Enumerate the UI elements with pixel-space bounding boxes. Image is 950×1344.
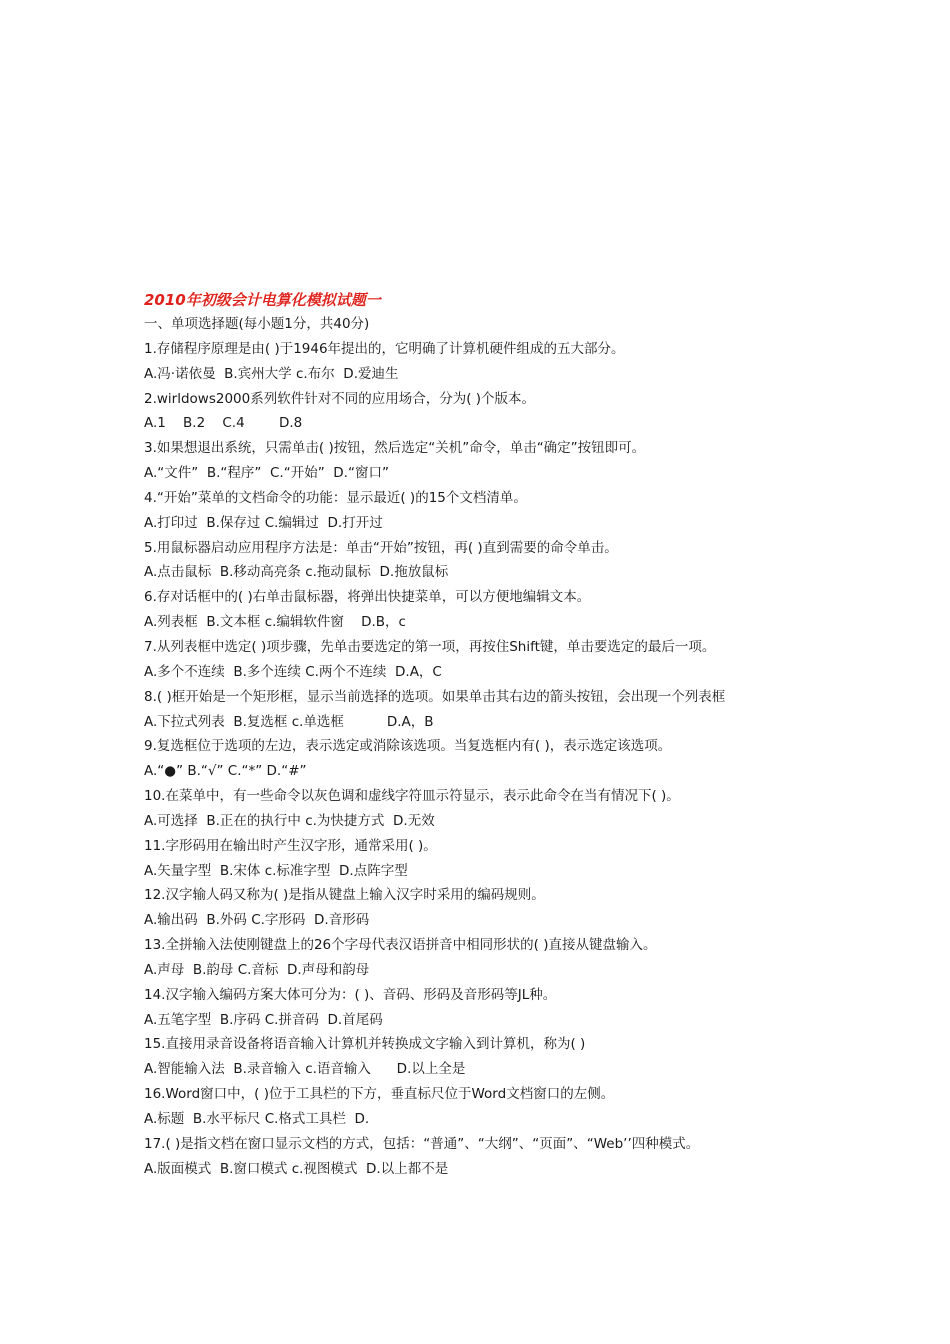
question-text: 2.wirldows2000系列软件针对不同的应用场合，分为( )个版本。: [144, 390, 536, 407]
question-options: A.版面模式 B.窗口模式 c.视图模式 D.以上都不是: [144, 1160, 449, 1177]
question-options: A.智能输入法 B.录音输入 c.语音输入 D.以上全是: [144, 1061, 466, 1078]
question-options: A.矢量字型 B.宋体 c.标准字型 D.点阵字型: [144, 862, 408, 879]
question-options: A.声母 B.韵母 C.音标 D.声母和韵母: [144, 961, 370, 978]
question-options: A.输出码 B.外码 C.字形码 D.音形码: [144, 912, 370, 929]
question-options: A.多个不连续 B.多个连续 C.两个不连续 D.A，C: [144, 663, 442, 680]
question-text: 16.Word窗口中，( )位于工具栏的下方，垂直标尺位于Word文档窗口的左侧。: [144, 1086, 615, 1103]
question-options: A.打印过 B.保存过 C.编辑过 D.打开过: [144, 514, 383, 531]
question-text: 4.“开始”菜单的文档命令的功能：显示最近( )的15个文档清单。: [144, 489, 527, 506]
question-text: 14.汉字输入编码方案大体可分为：( )、音码、形码及音形码等JL种。: [144, 986, 557, 1003]
question-text: 12.汉字输人码又称为( )是指从键盘上输入汉字时采用的编码规则。: [144, 887, 545, 904]
question-text: 6.存对话框中的( )右单击鼠标器，将弹出快捷菜单，可以方便地编辑文本。: [144, 589, 591, 606]
question-text: 10.在菜单中，有一些命令以灰色调和虚线字符皿示符显示，表示此命令在当有情况下( )。: [144, 788, 680, 805]
question-text: 8.( )框开始是一个矩形框，显示当前选择的选项。如果单击其右边的箭头按钮，会出现一个列表框: [144, 688, 726, 705]
question-text: 5.用鼠标器启动应用程序方法是：单击“开始”按钮，再( )直到需要的命令单击。: [144, 539, 618, 556]
question-text: 9.复选框位于选项的左边，表示选定或消除该选项。当复选框内有( )，表示选定该选项。: [144, 738, 672, 755]
question-text: 7.从列表框中选定( )项步骤，先单击要选定的第一项，再按住Shift键，单击要选定的最后一项。: [144, 638, 716, 655]
question-text: 11.字形码用在输出时产生汉字形，通常采用( )。: [144, 837, 437, 854]
question-text: 17.( )是指文档在窗口显示文档的方式，包括：“普通”、“大纲”、“页面”、“Web’’四种模式。: [144, 1135, 700, 1152]
question-options: A.标题 B.水平标尺 C.格式工具栏 D.: [144, 1111, 370, 1127]
question-options: A.可选择 B.正在的执行中 c.为快捷方式 D.无效: [144, 812, 435, 829]
question-options: A.“文件” B.“程序” C.“开始” D.“窗口”: [144, 465, 389, 482]
question-text: 3.如果想退出系统，只需单击( )按钮，然后选定“关机”命令，单击“确定”按钮即可。: [144, 440, 646, 457]
question-options: A.“●” B.“√” C.“*” D.“#”: [144, 763, 307, 780]
question-options: A.五笔字型 B.序码 C.拼音码 D.首尾码: [144, 1011, 383, 1028]
question-options: A.列表框 B.文本框 c.编辑软件窗 D.B，c: [144, 614, 406, 631]
section-heading: 一、单项选择题(每小题1分，共40分): [144, 316, 370, 332]
question-text: 15.直接用录音设备将语音输入计算机并转换成文字输入到计算机，称为( ): [144, 1036, 586, 1053]
question-options: A.下拉式列表 B.复选框 c.单选框 D.A，B: [144, 713, 434, 730]
question-options: A.冯·诺依曼 B.宾州大学 c.布尔 D.爱迪生: [144, 365, 399, 382]
question-text: 13.全拼输入法使刚键盘上的26个字母代表汉语拼音中相同形状的( )直接从键盘输入。: [144, 937, 657, 954]
question-list: [144, 337, 924, 1182]
document-title: 2010年初级会计电算化模拟试题一: [144, 291, 381, 309]
question-options: A.1 B.2 C.4 D.8: [144, 415, 303, 432]
question-text: 1.存储程序原理是由( )于1946年提出的，它明确了计算机硬件组成的五大部分。: [144, 340, 625, 357]
document-body: [144, 288, 924, 1182]
question-options: A.点击鼠标 B.移动高亮条 c.拖动鼠标 D.拖放鼠标: [144, 564, 449, 581]
